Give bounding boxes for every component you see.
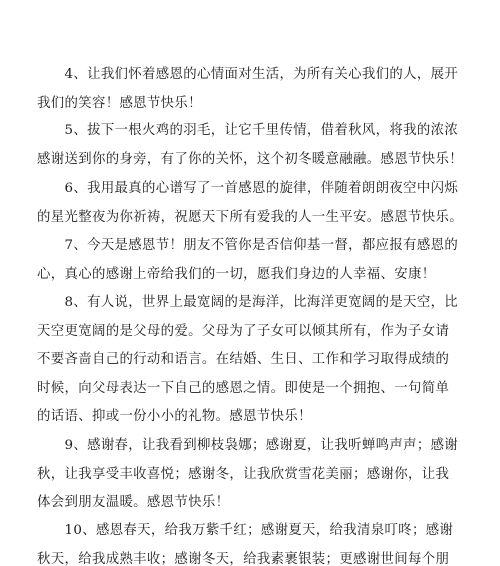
paragraph-8 xyxy=(37,289,467,432)
paragraph-9 xyxy=(37,432,467,518)
paragraph-4 xyxy=(37,61,467,118)
paragraph-line: 10、感恩春天，给我万紫千红；感谢夏天，给我清泉叮咚；感谢 xyxy=(64,523,454,538)
paragraph-line: 秋天，给我成熟丰收；感谢冬天，给我素裹银装；更感谢世间每个朋 xyxy=(37,551,450,566)
paragraph-line: 心，真心的感谢上帝给我们的一切，愿我们身边的人幸福、安康！ xyxy=(37,266,436,282)
paragraph-line: 秋，让我享受丰收喜悦；感谢冬，让我欣赏雪花美丽；感谢你，让我 xyxy=(37,466,450,482)
paragraph-line: 7、今天是感恩节！朋友不管你是否信仰基一督，都应报有感恩的 xyxy=(64,238,459,253)
paragraph-line: 我们的笑容！感恩节快乐！ xyxy=(37,95,202,111)
paragraph-6 xyxy=(37,175,467,232)
paragraph-line: 4、让我们怀着感恩的心情面对生活，为所有关心我们的人，展开 xyxy=(64,67,459,82)
paragraph-5 xyxy=(37,117,467,174)
paragraph-line: 6、我用最真的心谱写了一首感恩的旋律，伴随着朗朗夜空中闪烁 xyxy=(64,181,459,196)
paragraph-line: 的话语、抑或一份小小的礼物。感恩节快乐！ xyxy=(37,409,312,425)
paragraph-line: 时候，向父母表达一下自己的感恩之情。即使是一个拥抱、一句简单 xyxy=(37,380,450,396)
paragraph-line: 天空更宽阔的是父母的爱。父母为了子女可以倾其所有，作为子女请 xyxy=(37,323,450,339)
paragraph-7 xyxy=(37,232,467,289)
paragraph-line: 的星光整夜为你祈祷，祝愿天下所有爱我的人一生平安。感恩节快乐。 xyxy=(37,209,463,225)
paragraph-line: 8、有人说，世界上最宽阔的是海洋，比海洋更宽阔的是天空，比 xyxy=(64,295,459,310)
paragraph-line: 不要吝啬自己的行动和语言。在结婚、生日、工作和学习取得成绩的 xyxy=(37,352,450,368)
paragraph-10 xyxy=(37,517,467,566)
paragraph-line: 体会到朋友温暖。感恩节快乐！ xyxy=(37,495,230,511)
paragraph-line: 感谢送到你的身旁，有了你的关怀，这个初冬暖意融融。感恩节快乐！ xyxy=(37,151,463,167)
paragraph-line: 9、感谢春，让我看到柳枝袅娜；感谢夏，让我听蝉鸣声声；感谢 xyxy=(64,438,459,453)
paragraph-line: 5、拔下一根火鸡的羽毛，让它千里传情，借着秋风，将我的浓浓 xyxy=(64,123,459,138)
